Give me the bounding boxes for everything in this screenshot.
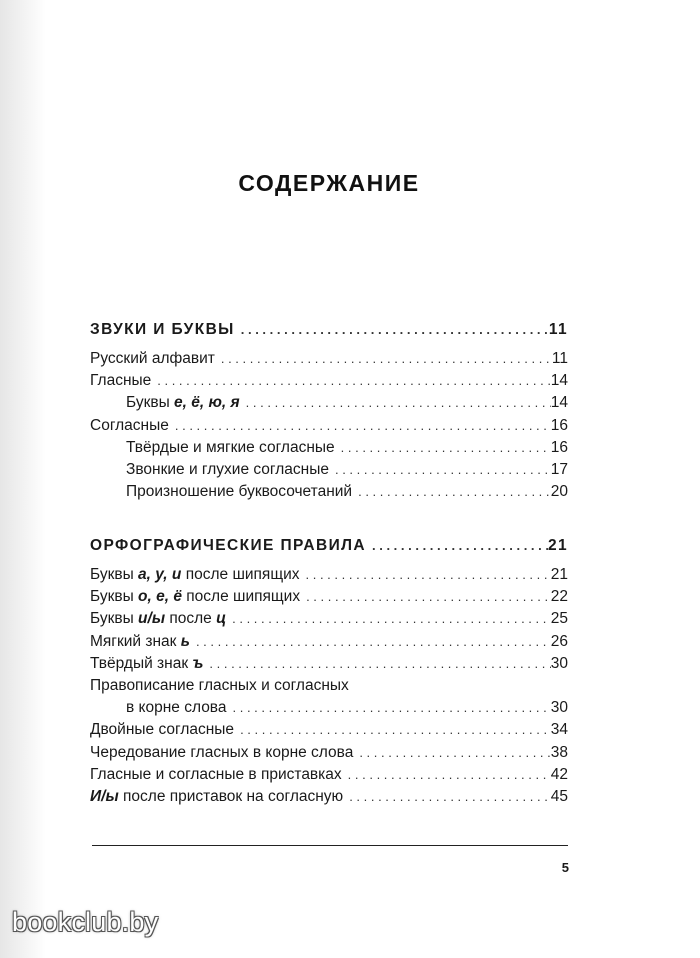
- entry-page-number: 14: [550, 394, 568, 412]
- dot-leader: [300, 586, 551, 608]
- section-title: ОРФОГРАФИЧЕСКИЕ ПРАВИЛА: [90, 537, 366, 554]
- entry-title: [90, 653, 203, 675]
- entry-text: Буквы: [90, 588, 139, 606]
- dot-leader: [352, 481, 551, 503]
- entry-title: [90, 675, 349, 697]
- entry-text: Твёрдые и мягкие согласные: [126, 438, 335, 456]
- entry-letters: И/ы: [90, 787, 119, 805]
- entry-title: [90, 608, 226, 630]
- entry-text: Твёрдый знак: [90, 654, 193, 672]
- entry-letters: а, у, и: [138, 566, 182, 583]
- dot-leader: [300, 564, 551, 586]
- toc-section: [90, 532, 568, 808]
- dot-leader: [234, 719, 551, 741]
- entry-text: Согласные: [90, 416, 169, 434]
- dot-leader: [227, 697, 551, 719]
- dot-leader: [342, 764, 551, 786]
- entry-title: [90, 719, 234, 741]
- entry-title: [90, 742, 353, 764]
- dot-leader: [343, 786, 551, 808]
- dot-leader: [329, 459, 551, 481]
- entry-title: [90, 459, 329, 481]
- watermark: bookclub.by: [12, 907, 159, 937]
- toc-entry: [90, 697, 568, 719]
- entry-text: Двойные согласные: [90, 721, 235, 739]
- toc-entry: [90, 719, 568, 741]
- entry-page-number: 25: [550, 610, 568, 628]
- entry-text: Русский алфавит: [90, 350, 215, 367]
- entry-title: [90, 370, 151, 392]
- toc-entry: [90, 675, 568, 697]
- toc-entry: [90, 631, 568, 653]
- toc-entry: [90, 653, 568, 675]
- toc-entry: [90, 764, 568, 786]
- page-number: 5: [561, 860, 569, 875]
- entry-letters: и/ы: [138, 610, 166, 628]
- dot-leader: [203, 653, 550, 675]
- entry-page-number: 30: [550, 699, 568, 717]
- entry-page-number: 16: [550, 416, 568, 434]
- entry-title: [90, 564, 300, 586]
- entry-text: Гласные: [90, 372, 152, 390]
- section-page-number: 21: [547, 537, 568, 554]
- toc-section-heading: [90, 532, 568, 560]
- dot-leader: [353, 742, 550, 764]
- section-page-number: 11: [548, 321, 568, 338]
- toc-entry: [90, 348, 568, 370]
- section-title: ЗВУКИ И БУКВЫ: [90, 321, 235, 338]
- entry-letters: ь: [180, 632, 190, 650]
- entry-letters: ъ: [192, 654, 204, 672]
- entry-text: Буквы: [126, 394, 175, 412]
- entry-text: Произношение буквосочетаний: [126, 483, 353, 501]
- entry-text: Гласные и согласные в приставках: [90, 765, 342, 783]
- entry-text: Чередование гласных в корне слова: [90, 743, 354, 761]
- toc-entry: [90, 459, 568, 481]
- toc-entry: [90, 392, 568, 414]
- toc-entry: [90, 370, 568, 392]
- toc-entry: [90, 564, 568, 586]
- entry-page-number: 34: [550, 721, 568, 739]
- dot-leader: [190, 631, 551, 653]
- entry-letters: о, е, ё: [138, 588, 182, 606]
- entry-text: Звонкие и глухие согласные: [126, 460, 329, 478]
- entry-title: [90, 481, 352, 503]
- entry-page-number: 38: [550, 743, 568, 761]
- toc-entry: [90, 742, 568, 764]
- entry-letters: ц: [216, 610, 227, 628]
- toc-section-heading: [90, 316, 568, 344]
- entry-page-number: 20: [550, 483, 568, 501]
- dot-leader: [226, 608, 551, 630]
- toc-entry: [90, 608, 568, 630]
- entry-title: [90, 697, 227, 719]
- entry-title: [90, 586, 300, 608]
- dot-leader: [366, 532, 548, 560]
- entry-text: после шипящих: [181, 566, 300, 583]
- entry-title: [90, 786, 343, 808]
- entry-letters: е, ё, ю, я: [174, 394, 240, 412]
- entry-page-number: 11: [551, 350, 568, 367]
- entry-page-number: 21: [550, 566, 568, 583]
- entry-title: [90, 437, 335, 459]
- entry-page-number: 22: [550, 588, 568, 606]
- dot-leader: [151, 370, 550, 392]
- entry-text: Буквы: [90, 610, 139, 628]
- dot-leader: [235, 316, 549, 344]
- toc-entry: [90, 481, 568, 503]
- entry-title: [90, 415, 169, 437]
- entry-page-number: 26: [550, 632, 568, 650]
- entry-page-number: 45: [550, 787, 568, 805]
- entry-title: [90, 631, 190, 653]
- entry-title: [90, 764, 342, 786]
- page-gutter-shadow: [0, 0, 46, 958]
- toc-entry: [90, 437, 568, 459]
- toc-entry: [90, 586, 568, 608]
- entry-text: после: [165, 610, 217, 628]
- dot-leader: [169, 415, 551, 437]
- dot-leader: [215, 348, 552, 370]
- entry-page-number: 30: [550, 654, 568, 672]
- entry-page-number: 42: [550, 765, 568, 783]
- entry-page-number: 17: [550, 460, 568, 478]
- footer-rule: [92, 845, 568, 846]
- entry-text: после приставок на согласную: [118, 787, 344, 805]
- entry-text: Мягкий знак: [90, 632, 181, 650]
- toc-entry: [90, 786, 568, 808]
- dot-leader: [335, 437, 551, 459]
- entry-text: Буквы: [90, 566, 139, 583]
- entry-text: Правописание гласных и согласных: [90, 676, 349, 694]
- dot-leader: [240, 392, 551, 414]
- entry-title: [90, 348, 215, 370]
- entry-page-number: 14: [550, 372, 568, 390]
- page-title: СОДЕРЖАНИЕ: [238, 170, 420, 196]
- toc-entry: [90, 415, 568, 437]
- toc-section: [90, 316, 568, 503]
- entry-text: в корне слова: [126, 699, 227, 717]
- entry-title: [90, 392, 240, 414]
- entry-page-number: 16: [550, 438, 568, 456]
- entry-text: после шипящих: [181, 588, 301, 606]
